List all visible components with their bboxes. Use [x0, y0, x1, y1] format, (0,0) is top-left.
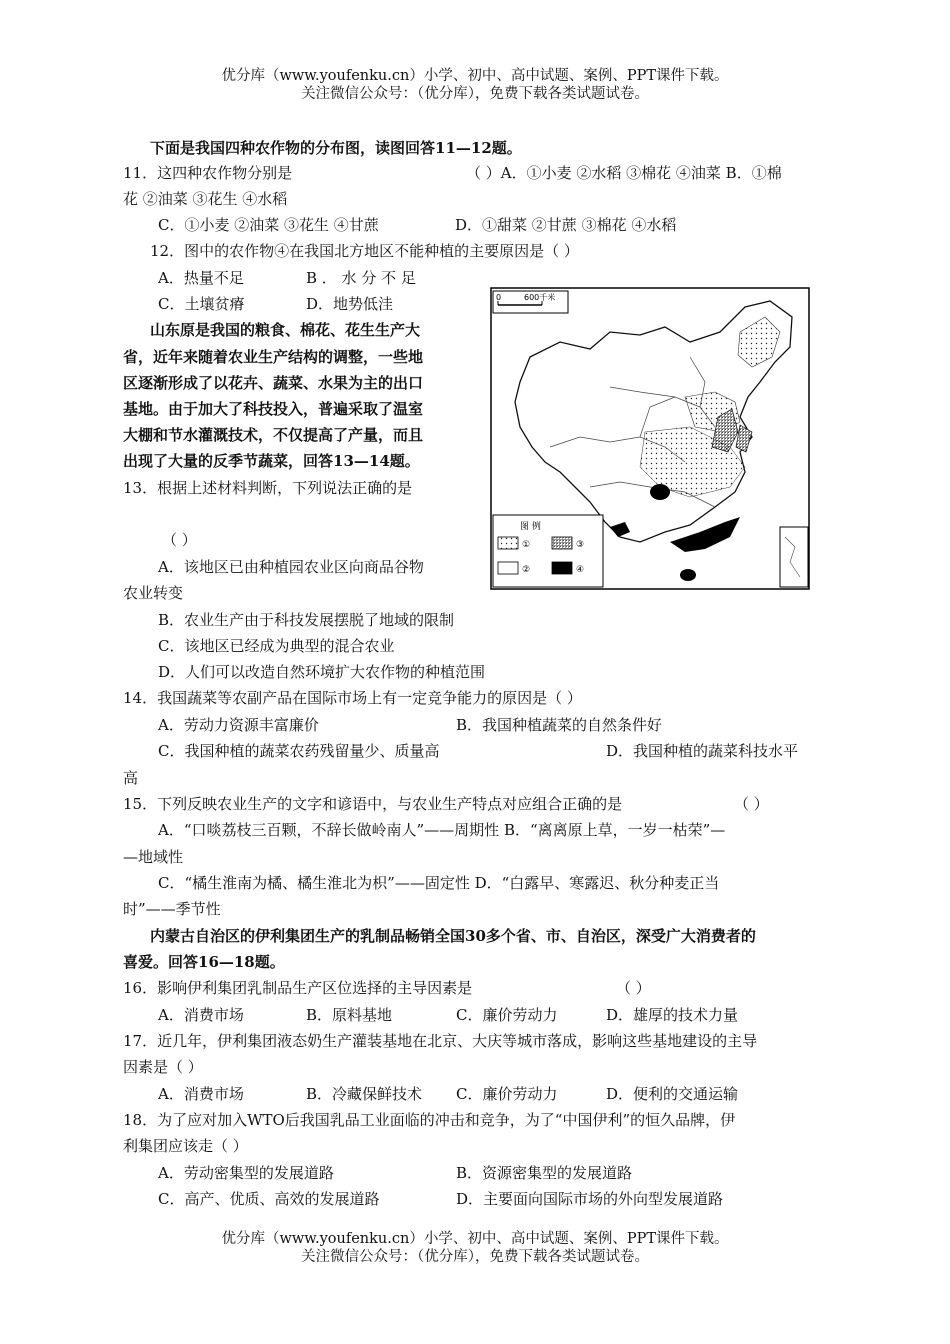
- material-13-14-line: 基地。由于加大了科技投入，普遍采取了温室: [123, 400, 424, 418]
- q11-options-ab: （ ）A．①小麦 ②水稻 ③棉花 ④油菜 B．①棉: [466, 164, 782, 182]
- q15-paren: （ ）: [734, 795, 769, 813]
- q15-option-cd: C．“橘生淮南为橘、橘生淮北为枳”——固定性 D．“白露早、寒露迟、秋分种麦正当: [158, 874, 720, 892]
- q15-option-ab: A．“口啖荔枝三百颗，不辞长做岭南人”——周期性 B．“离离原上草，一岁一枯荣”—: [158, 821, 726, 839]
- q13-paren: （ ）: [162, 531, 197, 549]
- material-13-14-line: 出现了大量的反季节蔬菜，回答13—14题。: [123, 452, 420, 470]
- q11-option-d: D．①甜菜 ②甘蔗 ③棉花 ④水稻: [455, 216, 677, 234]
- q18-stem-cont: 利集团应该走（ ）: [123, 1137, 248, 1155]
- q16-option-d: D．雄厚的技术力量: [606, 1006, 739, 1024]
- material-13-14-line: 区逐渐形成了以花卉、蔬菜、水果为主的出口: [123, 374, 424, 392]
- q13-stem: 13．根据上述材料判断，下列说法正确的是: [123, 479, 413, 497]
- material-13-14-line: 省，近年来随着农业生产结构的调整，一些地: [123, 348, 424, 366]
- crop-distribution-map: [490, 287, 810, 590]
- legend-label-2: ②: [522, 565, 531, 575]
- legend-swatch-2: [498, 562, 518, 574]
- q13-option-d: D．人们可以改造自然环境扩大农作物的种植范围: [158, 663, 486, 681]
- q12-option-c: C．土壤贫瘠: [158, 295, 245, 313]
- footer-line-1: 优分库（www.youfenku.cn）小学、初中、高中试题、案例、PPT课件下载。: [221, 1231, 729, 1247]
- material-16-18-line: 内蒙古自治区的伊利集团生产的乳制品畅销全国30多个省、市、自治区，深受广大消费者的: [150, 927, 756, 945]
- q18-option-b: B．资源密集型的发展道路: [456, 1164, 633, 1182]
- q12-option-d: D．地势低洼: [306, 295, 394, 313]
- q18-stem: 18．为了应对加入WTO后我国乳品工业面临的冲击和竞争，为了“中国伊利”的恒久品牌，伊: [123, 1111, 736, 1129]
- legend-label-3: ③: [576, 540, 585, 550]
- region-4: [650, 484, 670, 500]
- q13-option-b: B．农业生产由于科技发展摆脱了地域的限制: [158, 611, 455, 629]
- q17-option-b: B．冷藏保鲜技术: [306, 1085, 423, 1103]
- q17-option-a: A．消费市场: [158, 1085, 244, 1103]
- q11-option-c: C．①小麦 ②油菜 ③花生 ④甘蔗: [158, 216, 379, 234]
- q14-stem: 14．我国蔬菜等农副产品在国际市场上有一定竞争能力的原因是（ ）: [123, 689, 582, 707]
- q14-option-a: A．劳动力资源丰富廉价: [158, 716, 319, 734]
- q11-option-b-cont: 花 ②油菜 ③花生 ④水稻: [123, 190, 288, 208]
- intro-11-12: 下面是我国四种农作物的分布图，读图回答11—12题。: [150, 139, 522, 157]
- footer-line-2: 关注微信公众号：（优分库），免费下载各类试题试卷。: [301, 1249, 649, 1265]
- q14-option-d-cont: 高: [123, 769, 139, 787]
- q13-option-a-cont: 农业转变: [123, 584, 184, 602]
- legend-swatch-3: [552, 537, 572, 549]
- q11-stem: 11．这四种农作物分别是: [123, 164, 293, 182]
- material-16-18-line: 喜爱。回答16—18题。: [123, 953, 285, 971]
- q18-option-c: C．高产、优质、高效的发展道路: [158, 1190, 380, 1208]
- q17-option-d: D．便利的交通运输: [606, 1085, 739, 1103]
- legend-swatch-1: [498, 537, 518, 549]
- legend-box: [493, 515, 603, 587]
- q17-stem-cont: 因素是（ ）: [123, 1058, 203, 1076]
- legend-label-4: ④: [576, 565, 585, 575]
- legend-swatch-4: [552, 562, 572, 574]
- material-13-14-line: 山东原是我国的粮食、棉花、花生生产大: [150, 321, 421, 339]
- material-13-14-line: 大棚和节水灌溉技术，不仅提高了产量，而且: [123, 426, 424, 444]
- q15-stem: 15．下列反映农业生产的文字和谚语中，与农业生产特点对应组合正确的是: [123, 795, 623, 813]
- q18-option-d: D．主要面向国际市场的外向型发展道路: [456, 1190, 724, 1208]
- q16-paren: （ ）: [616, 979, 651, 997]
- q12-stem: 12．图中的农作物④在我国北方地区不能种植的主要原因是（ ）: [150, 242, 579, 260]
- q16-option-a: A．消费市场: [158, 1006, 244, 1024]
- header-line-2: 关注微信公众号：（优分库），免费下载各类试题试卷。: [301, 86, 649, 102]
- q14-option-c: C．我国种植的蔬菜农药残留量少、质量高: [158, 742, 440, 760]
- q14-option-d: D．我国种植的蔬菜科技水平: [606, 742, 799, 760]
- q13-option-a: A．该地区已由种植园农业区向商品谷物: [158, 558, 424, 576]
- q12-option-a: A．热量不足: [158, 269, 244, 287]
- q16-stem: 16．影响伊利集团乳制品生产区位选择的主导因素是: [123, 979, 473, 997]
- q18-option-a: A．劳动密集型的发展道路: [158, 1164, 334, 1182]
- q17-option-c: C．廉价劳动力: [456, 1085, 558, 1103]
- q17-stem: 17．近几年，伊利集团液态奶生产灌装基地在北京、大庆等城市落成，影响这些基地建设的主导: [123, 1032, 758, 1050]
- q15-option-b-cont: —地域性: [123, 848, 184, 866]
- q16-option-c: C．廉价劳动力: [456, 1006, 558, 1024]
- q15-option-d-cont: 时”——季节性: [123, 900, 221, 918]
- q12-option-b: B ． 水 分 不 足: [306, 269, 416, 287]
- legend-label-1: ①: [522, 540, 531, 550]
- scale-zero: 0: [496, 293, 502, 302]
- q16-option-b: B．原料基地: [306, 1006, 393, 1024]
- header-line-1: 优分库（www.youfenku.cn）小学、初中、高中试题、案例、PPT课件下载。: [221, 68, 729, 84]
- legend-title: 图 例: [520, 522, 541, 532]
- scale-label: 600千米: [524, 293, 556, 302]
- q13-option-c: C．该地区已经成为典型的混合农业: [158, 637, 395, 655]
- region-4: [680, 569, 696, 581]
- q14-option-b: B．我国种植蔬菜的自然条件好: [456, 716, 663, 734]
